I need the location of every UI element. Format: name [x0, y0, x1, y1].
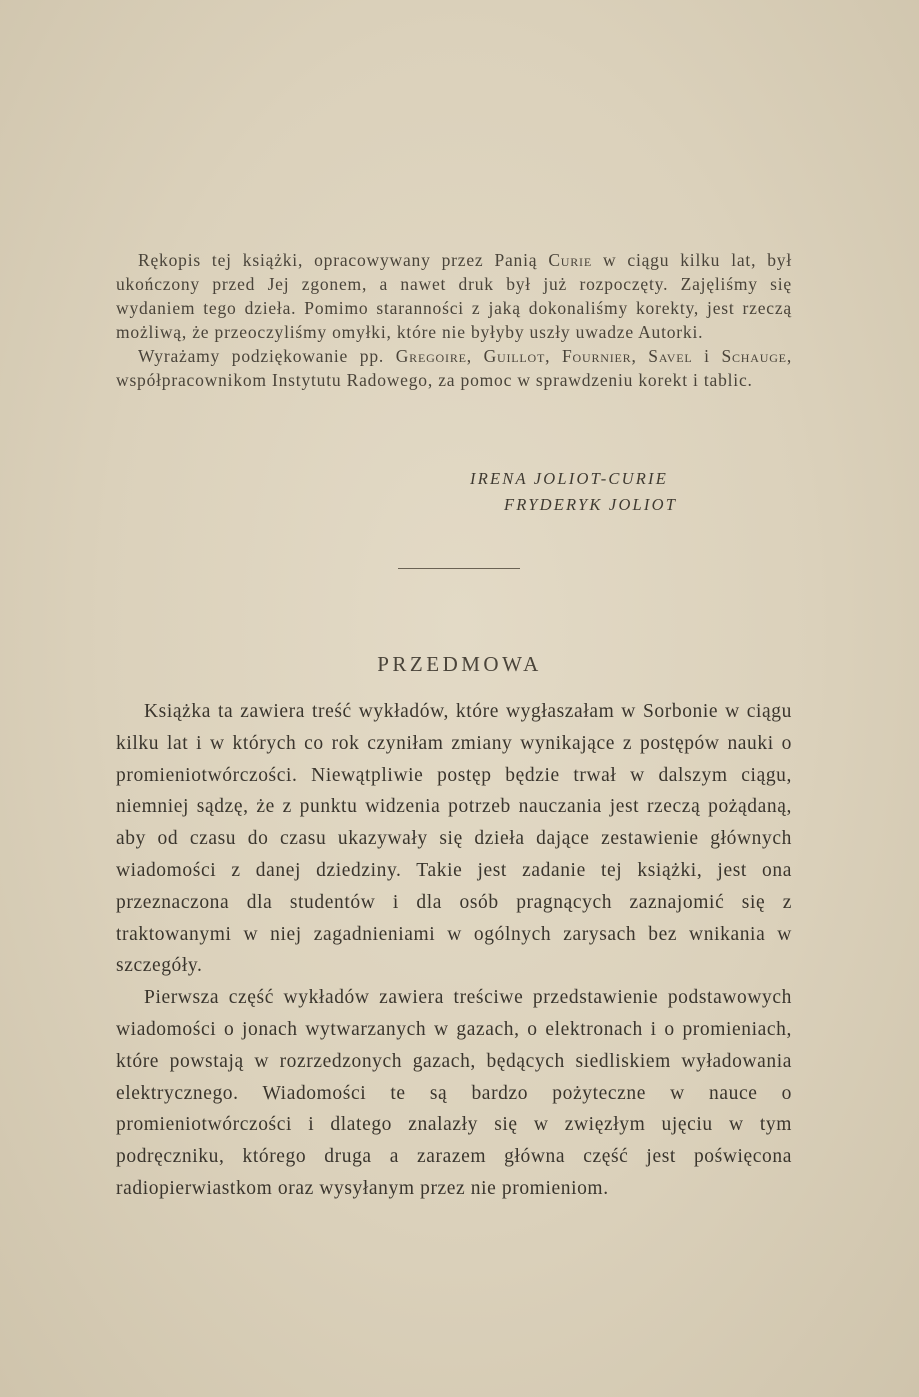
signature-irena-joliot-curie: IRENA JOLIOT-CURIE	[470, 469, 669, 488]
acknowledged-names: Gregoire, Guillot, Fournier, Savel	[395, 346, 693, 366]
preface-paragraph-1: Książka ta zawiera treść wykładów, które wygłaszałam w Sorbonie w ciągu kilku lat i w których co rok czyniłam zmiany wynikające z postępów nauki o promieniotwórczości. Niewątpliwie postęp będzie trwał w dalszym ciągu, niemniej sądzę, że z punktu widzenia potrzeb nauczania jest rzeczą pożądaną, aby od czasu do czasu ukazywały się dzieła dające zestawienie głównych wiadomości z danej dziedziny. Takie jest zadanie tej książki, jest ona przeznaczona dla studentów i dla osób pragnących zaznajomić się z traktowanymi w niej zagadnieniami w ogólnych zarysach bez wnikania w szczegóły.	[116, 701, 792, 977]
preface-paragraph-2: Pierwsza część wykładów zawiera treściwe przedstawienie podstawowych wiadomości o jonach wytwarzanych w gazach, o elektronach i o promieniach, które powstają w rozrzedzonych gazach, będących siedliskiem wyładowania elektrycznego. Wiadomości te są bardzo pożyteczne w nauce o promieniotwórczości i dlatego znalazły się w zwięzłym ujęciu w tym podręczniku, którego druga a zarazem główna część jest poświęcona radiopierwiastkom oraz wysyłanym przez nie promieniom.	[116, 987, 792, 1199]
note-p2-start: Wyrażamy podziękowanie pp.	[138, 346, 396, 366]
editors-signatures	[470, 466, 677, 518]
signature-fryderyk-joliot: FRYDERYK JOLIOT	[504, 495, 678, 514]
section-divider	[398, 568, 520, 569]
acknowledged-name-last: Schauge	[721, 346, 787, 366]
note-p1-start: Rękopis tej książki, opracowywany przez Panią	[138, 250, 549, 270]
editors-note-paragraph-2	[116, 344, 792, 392]
editors-note	[116, 248, 792, 392]
note-p2-end: , współpracownikom Instytutu Radowego, za pomoc w sprawdzeniu korekt i tablic.	[116, 346, 792, 390]
preface-body	[116, 696, 792, 1205]
author-name-curie: Curie	[548, 250, 592, 270]
preface-heading: PRZEDMOWA	[377, 652, 542, 676]
note-p2-and: i	[692, 346, 722, 366]
note-p1-end: w ciągu kilku lat, był ukończony przed Jej zgonem, a nawet druk był już rozpoczęty. Zajęliśmy się wydaniem tego dzieła. Pomimo staranności z jaką dokonaliśmy korekty, jest rzeczą możliwą, że przeoczyliśmy omyłki, które nie byłyby uszły uwadze Autorki.	[116, 250, 792, 342]
editors-note-paragraph-1	[116, 248, 792, 344]
